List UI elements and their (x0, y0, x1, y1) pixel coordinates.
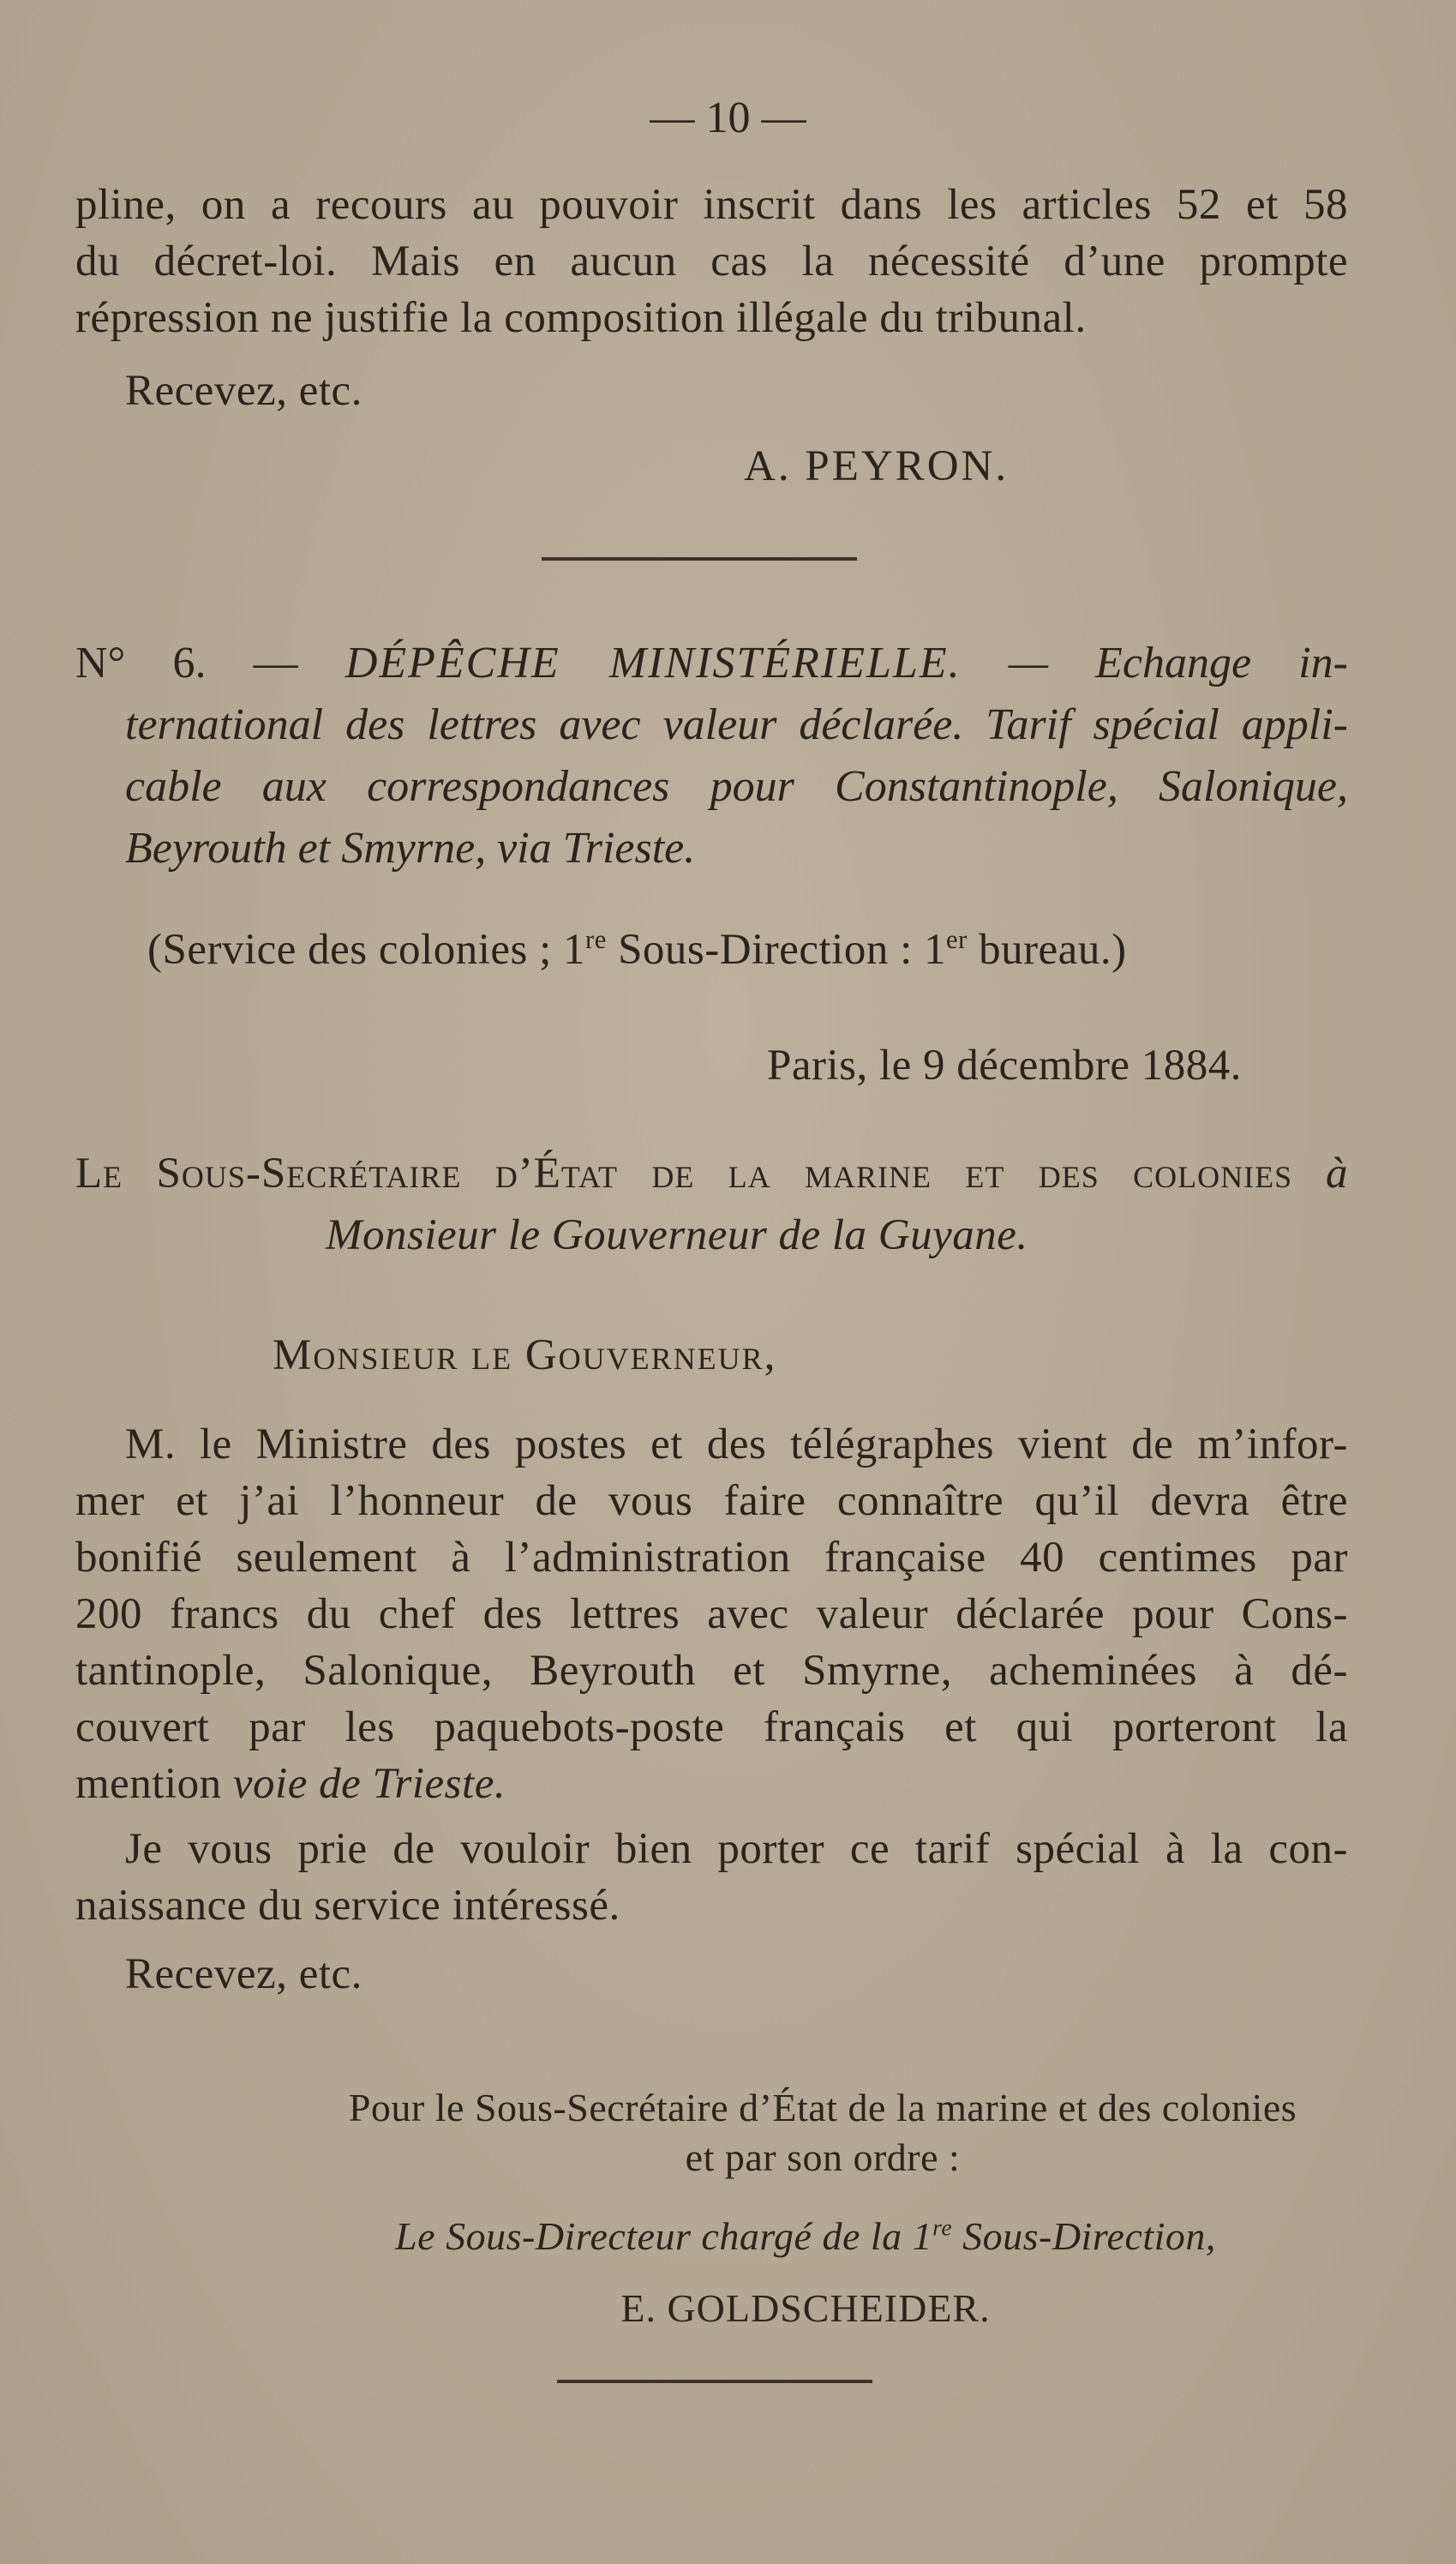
text-line: du décret-loi. Mais en aucun cas la nécessité d’une prompte (75, 237, 1348, 285)
text-line: pline, on a recours au pouvoir inscrit dans les articles 52 et 58 (75, 181, 1348, 229)
dispatch-title: DÉPÊCHE MINISTÉRIELLE. (345, 639, 962, 688)
text-line: 200 francs du chef des lettres avec valeur déclarée pour Cons- (75, 1590, 1348, 1638)
text-line: Je vous prie de vouloir bien porter ce tarif spécial à la con- (125, 1825, 1348, 1873)
salutation: Monsieur le Gouverneur, (273, 1331, 777, 1379)
text-line: répression ne justifie la composition illégale du tribunal. (75, 294, 1087, 342)
subject-line: cable aux correspondances pour Constantinople, Salonique, (125, 762, 1348, 811)
end-divider (557, 2380, 872, 2383)
address-from: Le Sous-Secrétaire d’État de la marine et des colonies (75, 1150, 1293, 1198)
address-line-1 (75, 1145, 1348, 1202)
address-to-word: à (1292, 1150, 1349, 1198)
previous-letter-signature: A. PEYRON. (744, 442, 1010, 490)
address-line-2: Monsieur le Gouverneur de la Guyane. (326, 1211, 1028, 1259)
signature-line-1: Pour le Sous-Secrétaire d’État de la marine et des colonies (348, 2086, 1297, 2129)
dateline: Paris, le 9 décembre 1884. (767, 1042, 1243, 1090)
subject-line: — Echange in- (1008, 639, 1348, 688)
subject-line: Beyrouth et Smyrne, via Trieste. (125, 824, 696, 873)
text-line: tantinople, Salonique, Beyrouth et Smyrne, acheminées à dé- (75, 1647, 1348, 1695)
subject-line: ternational des lettres avec valeur déclarée. Tarif spécial appli- (125, 700, 1348, 749)
body-paragraph-1 (75, 1416, 1348, 1812)
signature-line-3: Le Sous-Directeur chargé de la 1re Sous-Direction, (395, 2213, 1216, 2258)
service-line: (Service des colonies ; 1re Sous-Direction : 1er bureau.) (147, 925, 1127, 974)
previous-letter-text (75, 177, 1348, 346)
text-line: M. le Ministre des postes et des télégraphes vient de m’infor- (125, 1420, 1348, 1468)
closing: Recevez, etc. (125, 1950, 363, 1998)
signature-name: E. GOLDSCHEIDER. (620, 2286, 991, 2330)
previous-letter-closing: Recevez, etc. (125, 367, 363, 415)
text-line: mention voie de Trieste. (75, 1760, 506, 1808)
dispatch-heading (75, 633, 1348, 694)
text-line: bonifié seulement à l’administration française 40 centimes par (75, 1534, 1348, 1582)
section-divider (542, 557, 857, 561)
body-paragraph-2 (75, 1821, 1348, 1934)
dispatch-number: N° 6. — (75, 639, 345, 688)
dispatch-subject (125, 694, 1348, 880)
page-number: — 10 — (650, 93, 806, 142)
heading-line-1 (75, 633, 1348, 694)
signature-line-2: et par son ordre : (685, 2135, 961, 2179)
text-line: mer et j’ai l’honneur de vous faire connaître qu’il devra être (75, 1477, 1348, 1525)
text-line: naissance du service intéressé. (75, 1882, 620, 1930)
text-line: couvert par les paquebots-poste français et qui porteront la (75, 1703, 1348, 1751)
